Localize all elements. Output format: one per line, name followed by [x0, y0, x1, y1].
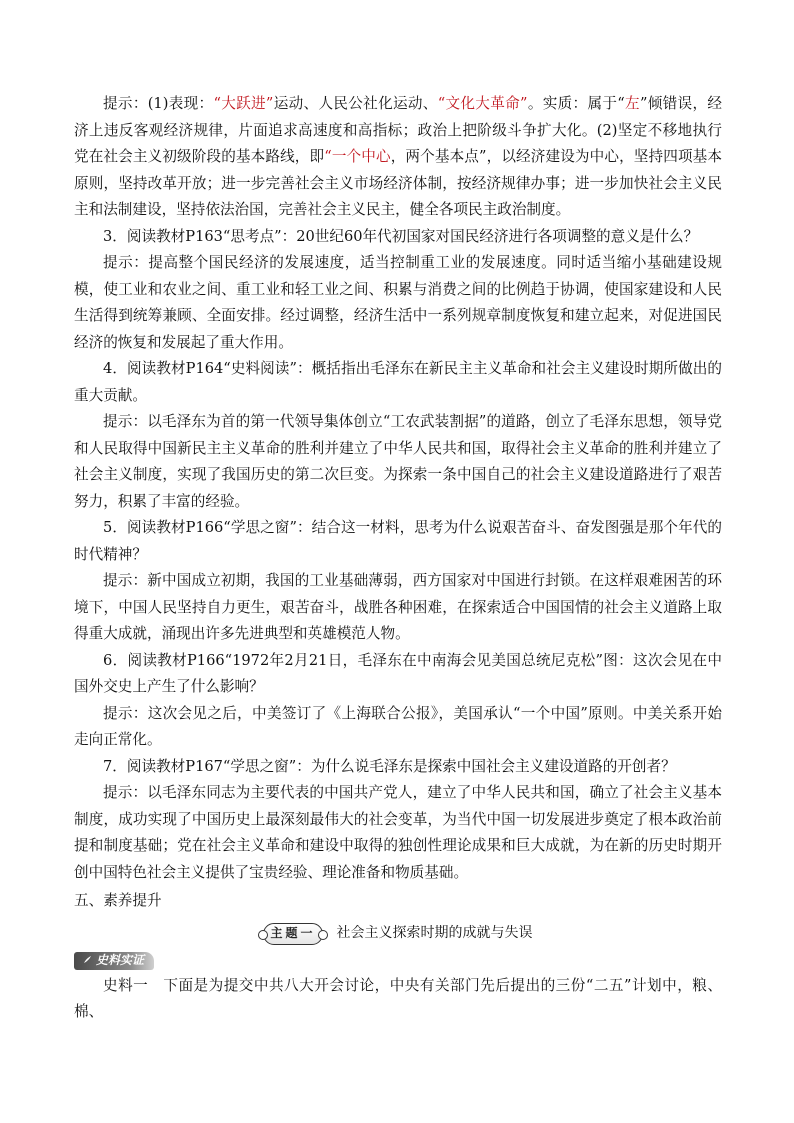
body-text: 5．阅读教材P166“学思之窗”：结合这一材料，思考为什么说艰苦奋斗、奋发图强是那个年代的时代精神？ — [74, 519, 722, 563]
question-paragraph — [74, 356, 722, 409]
body-text: 提示：以毛泽东同志为主要代表的中国共产党人，建立了中华人民共和国，确立了社会主义基本制度，成功实现了中国历史上最深刻最伟大的社会变革，为当代中国一切发展进步奠定了根本政治前提和制度基础；党在社会主义革命和建设中取得的独创性理论成果和巨大成就，为在新的历史时期开创中国特色社会主义提供了宝贵经验、理论准备和物质基础。 — [74, 784, 722, 881]
highlight-text: 左 — [624, 95, 640, 112]
question-paragraph — [74, 515, 722, 568]
body-text: 提示：以毛泽东为首的第一代领导集体创立“工农武装割据”的道路，创立了毛泽东思想，领导党和人民取得中国新民主主义革命的胜利并建立了中华人民共和国，取得社会主义革命的胜利并建立了社会主义制度，实现了我国历史的第二次巨变。为探索一条中国自己的社会主义建设道路进行了艰苦努力，积累了丰富的经验。 — [74, 413, 722, 510]
hint-paragraph — [74, 568, 722, 648]
tag-row — [74, 949, 722, 973]
question-paragraph — [74, 754, 722, 781]
highlight-text: “一个中心 — [324, 148, 391, 165]
question-paragraph — [74, 224, 722, 251]
body-text: 7．阅读教材P167“学思之窗”：为什么说毛泽东是探索中国社会主义建设道路的开创者？ — [103, 757, 676, 775]
body-text: ，两个基本点”，以经济建设为中心，坚持四项基本原则，坚持改革开放；进一步完善社会主义市场经济体制，按经济规律办事；进一步加快社会主义民主和法制建设，坚持依法治国，完善社会主义民主，健全各项民主政治制度。 — [74, 148, 722, 218]
body-text: 提示：新中国成立初期，我国的工业基础薄弱，西方国家对中国进行封锁。在这样艰难困苦的环境下，中国人民坚持自力更生，艰苦奋斗，战胜各种困难，在探索适合中国国情的社会主义道路上取得重大成就，涌现出许多先进典型和英雄模范人物。 — [74, 572, 722, 642]
body-text: 运动、人民公社化运动、 — [273, 95, 438, 112]
body-text: 。实质：属于“ — [527, 95, 625, 112]
qa-list — [74, 91, 722, 886]
highlight-text: “文化大革命” — [437, 95, 528, 112]
body-text: 4．阅读教材P164“史料阅读”：概括指出毛泽东在新民主主义革命和社会主义建设时期所做出的重大贡献。 — [74, 360, 722, 404]
body-text: 3．阅读教材P163“思考点”：20世纪60年代初国家对国民经济进行各项调整的意义是什么？ — [103, 227, 699, 245]
body-text: 提示：这次会见之后，中美签订了《上海联合公报》，美国承认“一个中国”原则。中美关系开始走向正常化。 — [74, 704, 722, 748]
highlight-text: “大跃进” — [213, 95, 274, 112]
hint-paragraph — [74, 701, 722, 754]
hint-paragraph — [74, 409, 722, 515]
topic-badge: 主题一 — [263, 923, 322, 945]
body-text: 6．阅读教材P166“1972年2月21日，毛泽东在中南海会见美国总统尼克松”图：这次会见在中国外交史上产生了什么影响？ — [74, 651, 722, 695]
body-text: 提示：提高整个国民经济的发展速度，适当控制重工业的发展速度。同时适当缩小基础建设规模，使工业和农业之间、重工业和轻工业之间、积累与消费之间的比例趋于协调，使国家建设和人民生活得到统筹兼顾、全面安排。经过调整，经济生活中一系列规章制度恢复和建立起来，对促进国民经济的恢复和发展起了重大作用。 — [74, 254, 722, 351]
tag-label: 史料实证 — [96, 953, 145, 968]
quill-icon — [80, 955, 92, 967]
topic-header — [74, 919, 722, 949]
question-paragraph — [74, 648, 722, 701]
body-text: 提示：(1)表现： — [103, 95, 214, 112]
material-paragraph: 史料一 下面是为提交中共八大开会讨论，中央有关部门先后提出的三份“二五”计划中，粮、棉、 — [74, 976, 722, 1020]
document-body — [74, 91, 722, 1026]
hint-paragraph — [74, 250, 722, 356]
body-text: ”倾错误，经济上违反客观经济规律，片面追求高速度和高指标；政治上把阶级斗争扩大化。(2)坚定不移地执行党在社会主义初级阶段的基本路线，即 — [74, 95, 722, 165]
hint-paragraph — [74, 91, 722, 224]
hint-paragraph — [74, 780, 722, 886]
source-evidence-tag — [74, 952, 154, 970]
topic-title: 社会主义探索时期的成就与失误 — [336, 925, 533, 942]
section-heading: 五、素养提升 — [74, 892, 162, 909]
